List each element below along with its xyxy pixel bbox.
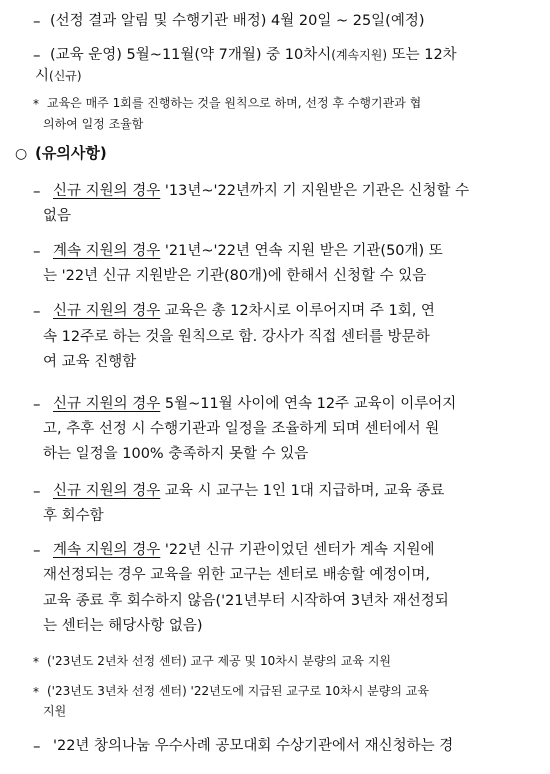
dash-bullet: – xyxy=(33,737,41,755)
schedule-result-text: (선정 결과 알림 및 수행기관 배정) 4월 20일 ~ 25일(예정) xyxy=(50,13,425,29)
notice-item-line1: 계속 지원의 경우 '22년 신규 기관이었던 센터가 계속 지원에 xyxy=(53,542,435,558)
notice-item-line2: 재선정되는 경우 교육을 위한 교구는 센터로 배송할 예정이며, xyxy=(43,567,431,583)
circle-bullet: ○ xyxy=(15,146,28,162)
dash-bullet: – xyxy=(33,182,41,200)
asterisk-bullet: * xyxy=(33,685,39,699)
weekly-session-note-line2: 의하여 일정 조율함 xyxy=(43,117,144,131)
dash-bullet: – xyxy=(33,395,41,413)
notice-item-prefix: 신규 지원의 경우 xyxy=(53,303,161,319)
notice-item-line1: 신규 지원의 경우 5월~11월 사이에 연속 12주 교육이 이루어지 xyxy=(53,396,457,412)
notice-item-line1: 신규 지원의 경우 교육 시 교구는 1인 1대 지급하며, 교육 종료 xyxy=(53,483,445,499)
asterisk-bullet: * xyxy=(33,655,39,669)
notice-item-line2: 후 회수함 xyxy=(43,508,104,524)
award-reapplication-text: '22년 창의나눔 우수사례 공모대회 수상기관에서 재신청하는 경 xyxy=(53,738,454,754)
dash-bullet: – xyxy=(33,482,41,500)
schedule-operation-line2: 시(신규) xyxy=(35,68,82,84)
dash-bullet: – xyxy=(33,46,41,64)
notice-item-line2: 는 '22년 신규 지원받은 기관(80개)에 한해서 신청할 수 있음 xyxy=(43,268,427,284)
dash-bullet: – xyxy=(33,541,41,559)
notice-item-line3: 여 교육 진행함 xyxy=(43,354,137,370)
notice-item-line4: 는 센터는 해당사항 없음) xyxy=(43,618,203,634)
notice-item-line2: 없음 xyxy=(43,208,72,224)
notice-item-line2: 속 12주로 하는 것을 원칙으로 함. 강사가 직접 센터를 방문하 xyxy=(43,329,430,345)
notice-item-line1: 계속 지원의 경우 '21년~'22년 연속 지원 받은 기관(50개) 또 xyxy=(53,243,443,259)
dash-bullet: – xyxy=(33,242,41,260)
notice-item-prefix: 신규 지원의 경우 xyxy=(53,483,161,499)
dash-bullet: – xyxy=(33,302,41,320)
weekly-session-note-line1: 교육은 매주 1회를 진행하는 것을 원칙으로 하며, 선정 후 수행기관과 협 xyxy=(47,96,422,110)
asterisk-bullet: * xyxy=(33,97,39,111)
second-year-note-text: ('23년도 2년차 선정 센터) 교구 제공 및 10차시 분량의 교육 지원 xyxy=(47,654,392,668)
notice-item-prefix: 신규 지원의 경우 xyxy=(53,396,161,412)
dash-bullet: – xyxy=(33,12,41,30)
schedule-operation-line1: (교육 운영) 5월~11월(약 7개월) 중 10차시(계속지원) 또는 12차 xyxy=(50,47,457,63)
notice-heading-text: (유의사항) xyxy=(35,144,107,162)
notice-item-prefix: 계속 지원의 경우 xyxy=(53,542,161,558)
notice-item-line3: 하는 일정을 100% 충족하지 못할 수 있음 xyxy=(43,446,309,462)
notice-item-prefix: 계속 지원의 경우 xyxy=(53,243,161,259)
notice-item-line3: 교육 종료 후 회수하지 않음('21년부터 시작하여 3년차 재선정되 xyxy=(43,593,449,609)
notice-item-line1: 신규 지원의 경우 '13년~'22년까지 기 지원받은 기관은 신청할 수 xyxy=(53,183,470,199)
third-year-note-line1: ('23년도 3년차 선정 센터) '22년도에 지급된 교구로 10차시 분량의 교육 xyxy=(47,684,429,698)
notice-item-prefix: 신규 지원의 경우 xyxy=(53,183,161,199)
third-year-note-line2: 지원 xyxy=(43,704,67,718)
notice-item-line2: 고, 추후 선정 시 수행기관과 일정을 조율하게 되며 센터에서 원 xyxy=(43,421,440,437)
notice-item-line1: 신규 지원의 경우 교육은 총 12차시로 이루어지며 주 1회, 연 xyxy=(53,303,435,319)
